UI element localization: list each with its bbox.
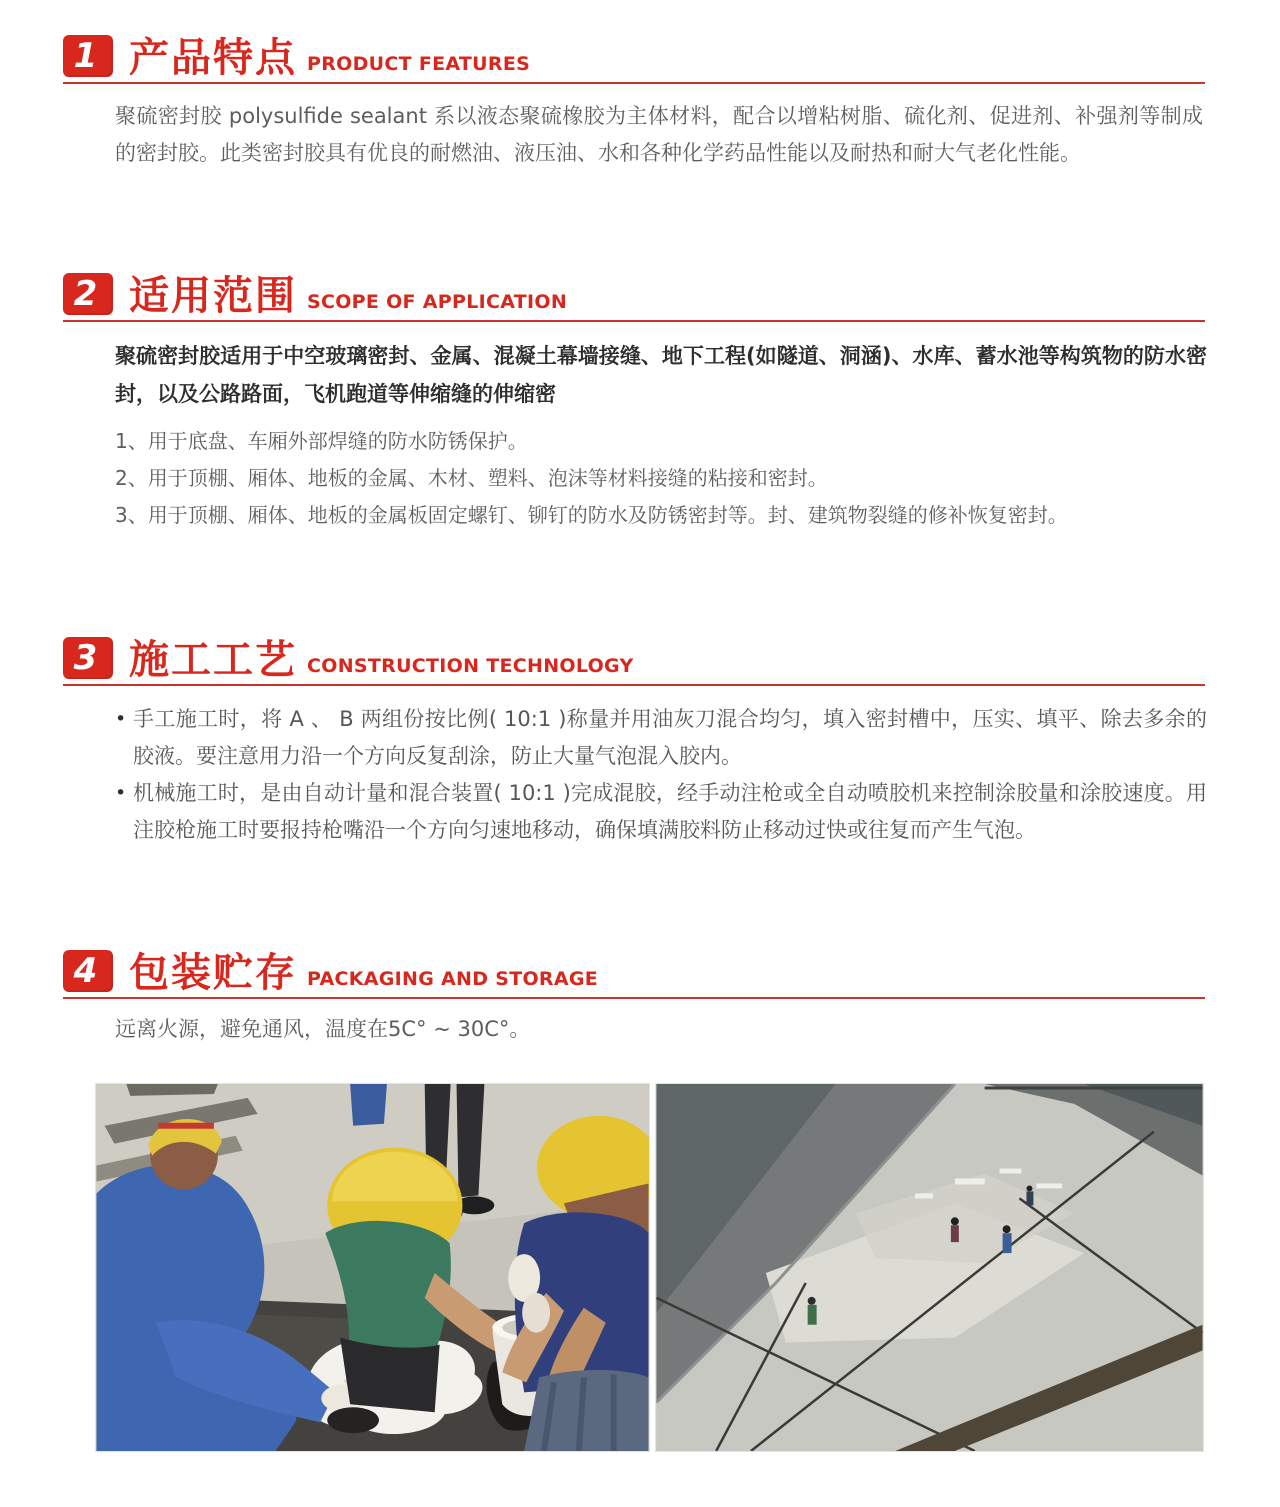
section-header	[63, 273, 1205, 322]
bullet-dot-icon: •	[115, 708, 127, 730]
section-title-zh: 包装贮存	[129, 950, 297, 996]
section-number-badge: 3	[63, 637, 113, 679]
bullet-dot-icon: •	[115, 782, 127, 804]
section-header	[63, 35, 1205, 84]
workers-applying-sealant-photo	[95, 1083, 650, 1452]
section-title-zh: 适用范围	[129, 273, 297, 319]
section-title-zh: 产品特点	[129, 35, 297, 81]
photo-row	[95, 1083, 1204, 1452]
bullet-item	[115, 701, 1207, 775]
section-header	[63, 950, 1205, 999]
section-product-features	[63, 35, 1205, 172]
numbered-list-item: 1、用于底盘、车厢外部焊缝的防水防锈保护。	[115, 429, 528, 453]
features-paragraph: 聚硫密封胶 polysulfide sealant 系以液态聚硫橡胶为主体材料，配合以增粘树脂、硫化剂、促进剂、补强剂等制成的密封胶。此类密封胶具有优良的耐燃油、液压油、水和各种化学药品性能以及耐热和耐大气老化性能。	[115, 104, 1203, 165]
concrete-slope-expansion-joints-photo	[655, 1083, 1204, 1452]
workers-photo-illustration	[96, 1084, 649, 1451]
bullet-text: 机械施工时，是由自动计量和混合装置( 10:1 )完成混胶，经手动注枪或全自动喷胶机来控制涂胶量和涂胶速度。用注胶枪施工时要报持枪嘴沿一个方向匀速地移动，确保填满胶料防止移动过快或往复而产生气泡。	[133, 781, 1207, 842]
storage-paragraph: 远离火源，避免通风，温度在5C° ~ 30C°。	[115, 1017, 531, 1041]
section-construction-technology	[63, 637, 1205, 849]
scope-lead-paragraph: 聚硫密封胶适用于中空玻璃密封、金属、混凝土幕墙接缝、地下工程(如隧道、洞涵)、水库、蓄水池等构筑物的防水密封，以及公路路面，飞机跑道等伸缩缝的伸缩密	[115, 344, 1207, 406]
section-packaging-and-storage	[63, 950, 1205, 1046]
bullet-item	[115, 775, 1207, 849]
bullet-text: 手工施工时，将 A 、 B 两组份按比例( 10:1 )称量并用油灰刀混合均匀，填入密封槽中，压实、填平、除去多余的胶液。要注意用力沿一个方向反复刮涂，防止大量气泡混入胶内。	[133, 707, 1207, 768]
section-title-en: PRODUCT FEATURES	[307, 53, 531, 75]
section-number-badge: 4	[63, 950, 113, 992]
section-title-en: CONSTRUCTION TECHNOLOGY	[307, 655, 634, 677]
section-title-en: PACKAGING AND STORAGE	[307, 968, 599, 990]
section-title-en: SCOPE OF APPLICATION	[307, 291, 568, 313]
section-number-badge: 1	[63, 35, 113, 77]
construction-bullet-list	[115, 701, 1207, 849]
numbered-list-item: 2、用于顶棚、厢体、地板的金属、木材、塑料、泡沫等材料接缝的粘接和密封。	[115, 466, 828, 490]
section-header	[63, 637, 1205, 686]
slope-photo-illustration	[656, 1084, 1203, 1451]
scope-numbered-list	[115, 424, 1205, 533]
numbered-list-item: 3、用于顶棚、厢体、地板的金属板固定螺钉、铆钉的防水及防锈密封等。封、建筑物裂缝的修补恢复密封。	[115, 503, 1068, 527]
section-title-zh: 施工工艺	[129, 637, 297, 683]
section-number-badge: 2	[63, 273, 113, 315]
section-scope-of-application	[63, 273, 1205, 535]
